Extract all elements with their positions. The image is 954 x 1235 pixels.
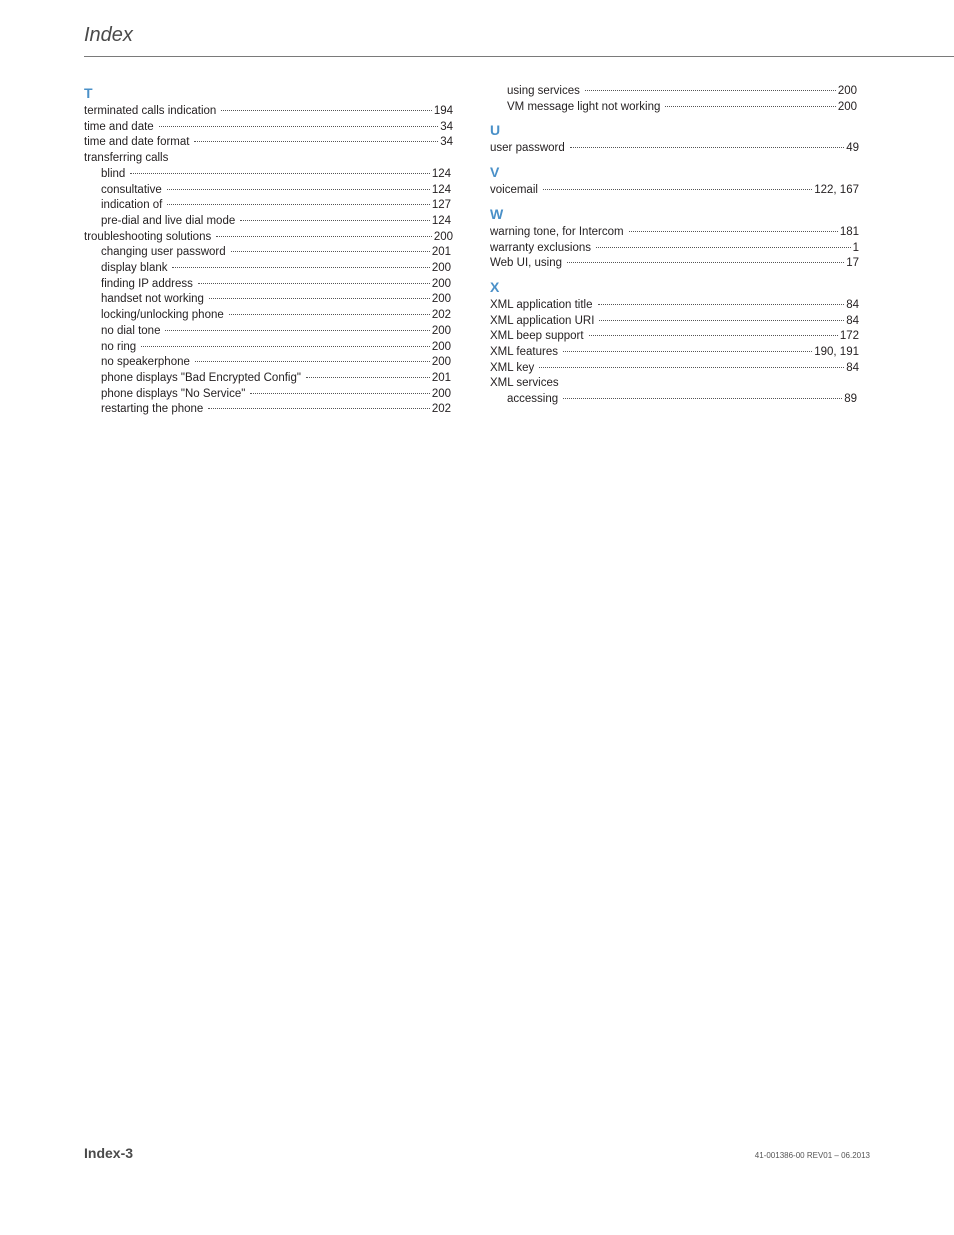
index-term: display blank xyxy=(101,262,168,275)
index-term: phone displays "Bad Encrypted Config" xyxy=(101,371,301,384)
index-page-number: 202 xyxy=(431,403,451,416)
index-term: XML beep support xyxy=(490,330,584,343)
index-term: changing user password xyxy=(101,246,226,259)
dot-leader xyxy=(167,189,430,190)
dot-leader xyxy=(167,204,429,205)
index-page-number: 200 xyxy=(431,293,451,306)
index-term: time and date format xyxy=(84,136,190,149)
index-term: XML services xyxy=(490,377,559,390)
index-page-number: 200 xyxy=(431,262,451,275)
index-entry xyxy=(84,135,453,151)
index-column-right xyxy=(490,84,859,408)
dot-leader xyxy=(172,267,429,268)
dot-leader xyxy=(563,398,842,399)
dot-leader xyxy=(216,236,432,237)
index-subentry xyxy=(490,100,859,116)
index-subentry xyxy=(84,198,453,214)
index-term: XML application title xyxy=(490,298,593,311)
index-subentry xyxy=(84,245,453,261)
index-subentry xyxy=(84,387,453,403)
section-letter-heading: W xyxy=(490,205,504,222)
index-subentry xyxy=(84,324,453,340)
index-entry xyxy=(490,225,859,241)
dot-leader xyxy=(195,361,430,362)
index-subentry xyxy=(490,84,859,100)
dot-leader xyxy=(570,147,844,148)
index-entry xyxy=(84,120,453,136)
dot-leader xyxy=(599,320,844,321)
index-page-number: 201 xyxy=(431,246,451,259)
index-page-number: 201 xyxy=(431,371,451,384)
index-subentry xyxy=(84,371,453,387)
index-page-number: 194 xyxy=(433,105,453,117)
index-page-number: 200 xyxy=(431,356,451,369)
index-term: transferring calls xyxy=(84,152,169,165)
index-term: consultative xyxy=(101,183,162,196)
dot-leader xyxy=(231,251,430,252)
dot-leader xyxy=(589,335,838,336)
index-entry xyxy=(490,314,859,330)
index-term: no speakerphone xyxy=(101,356,190,369)
index-page-number: 200 xyxy=(431,387,451,400)
index-subentry xyxy=(84,355,453,371)
section-letter-heading: T xyxy=(84,85,93,101)
index-entry xyxy=(84,151,453,167)
index-term: restarting the phone xyxy=(101,403,204,416)
dot-leader xyxy=(665,106,835,107)
dot-leader xyxy=(240,220,430,221)
index-subentry xyxy=(84,308,453,324)
index-page-number: 49 xyxy=(846,142,859,155)
index-page-number: 127 xyxy=(431,199,451,212)
index-column-left xyxy=(84,84,453,418)
index-page-number: 181 xyxy=(839,225,859,238)
index-page-number: 200 xyxy=(431,340,451,353)
index-subentry xyxy=(84,183,453,199)
index-term: pre-dial and live dial mode xyxy=(101,214,236,227)
dot-leader xyxy=(209,298,430,299)
index-term: time and date xyxy=(84,120,154,133)
index-term: terminated calls indication xyxy=(84,105,217,117)
dot-leader xyxy=(539,367,844,368)
index-entry xyxy=(490,376,859,392)
dot-leader xyxy=(250,393,429,394)
index-page-number: 200 xyxy=(431,277,451,290)
index-term: indication of xyxy=(101,199,163,212)
index-page-number: 17 xyxy=(846,257,859,270)
index-term: troubleshooting solutions xyxy=(84,230,212,243)
dot-leader xyxy=(130,173,430,174)
index-term: blind xyxy=(101,167,126,180)
index-term: locking/unlocking phone xyxy=(101,309,224,322)
dot-leader xyxy=(229,314,430,315)
index-page-number: 124 xyxy=(431,183,451,196)
dot-leader xyxy=(629,231,838,232)
index-subentry xyxy=(84,292,453,308)
index-entry xyxy=(490,256,859,272)
index-page-number: 200 xyxy=(837,85,857,97)
page-header-title: Index xyxy=(84,24,133,46)
dot-leader xyxy=(221,110,431,111)
index-page-number: 200 xyxy=(431,324,451,337)
dot-leader xyxy=(585,90,836,91)
index-term: no dial tone xyxy=(101,324,161,337)
index-page-number: 122, 167 xyxy=(814,184,859,197)
dot-leader xyxy=(563,351,812,352)
index-page-number: 34 xyxy=(440,120,453,133)
index-term: warranty exclusions xyxy=(490,241,591,254)
index-subentry xyxy=(84,340,453,356)
index-subentry xyxy=(84,261,453,277)
index-entry xyxy=(490,361,859,377)
dot-leader xyxy=(141,346,430,347)
section-letter-heading: U xyxy=(490,122,501,139)
index-subentry xyxy=(84,402,453,418)
index-entry xyxy=(490,141,859,157)
index-page-number: 34 xyxy=(440,136,453,149)
dot-leader xyxy=(208,408,430,409)
index-page-number: 84 xyxy=(846,314,859,327)
dot-leader xyxy=(198,283,430,284)
index-page-number: 202 xyxy=(431,309,451,322)
index-subentry xyxy=(84,214,453,230)
index-page-number: 124 xyxy=(431,167,451,180)
dot-leader xyxy=(194,141,438,142)
index-page-number: 124 xyxy=(431,214,451,227)
index-term: XML key xyxy=(490,361,535,374)
section-letter-heading: V xyxy=(490,164,500,181)
index-subentry xyxy=(84,167,453,183)
index-entry xyxy=(490,329,859,345)
index-term: VM message light not working xyxy=(507,100,661,113)
dot-leader xyxy=(543,189,812,190)
index-term: voicemail xyxy=(490,184,538,197)
index-page-number: 84 xyxy=(846,361,859,374)
index-page-number: 84 xyxy=(846,298,859,311)
index-term: accessing xyxy=(507,393,559,406)
header-divider xyxy=(84,56,954,57)
index-term: finding IP address xyxy=(101,277,193,290)
index-subentry xyxy=(490,392,859,408)
index-term: warning tone, for Intercom xyxy=(490,225,624,238)
index-term: user password xyxy=(490,142,565,155)
index-page-number: 172 xyxy=(839,330,859,343)
dot-leader xyxy=(159,126,439,127)
section-letter-heading: X xyxy=(490,278,500,295)
footer-page-label: Index-3 xyxy=(84,1145,134,1161)
dot-leader xyxy=(567,262,844,263)
index-page-number: 190, 191 xyxy=(814,346,859,359)
index-term: Web UI, using xyxy=(490,257,563,270)
index-entry xyxy=(84,230,453,246)
index-term: XML features xyxy=(490,346,558,359)
index-term: handset not working xyxy=(101,293,204,306)
dot-leader xyxy=(596,247,851,248)
footer-doc-id: 41-001386-00 REV01 – 06.2013 xyxy=(754,1151,870,1160)
index-page-number: 200 xyxy=(837,100,857,113)
dot-leader xyxy=(598,304,845,305)
index-entry xyxy=(490,241,859,257)
index-subentry xyxy=(84,277,453,293)
index-page-number: 200 xyxy=(433,230,453,243)
index-term: using services xyxy=(507,85,580,97)
index-page-number: 89 xyxy=(844,393,857,406)
index-entry xyxy=(490,298,859,314)
index-term: no ring xyxy=(101,340,137,353)
index-entry xyxy=(490,183,859,199)
dot-leader xyxy=(306,377,430,378)
index-term: phone displays "No Service" xyxy=(101,387,246,400)
dot-leader xyxy=(165,330,429,331)
index-entry xyxy=(84,104,453,120)
index-entry xyxy=(490,345,859,361)
index-page-number: 1 xyxy=(852,241,859,254)
index-term: XML application URI xyxy=(490,314,595,327)
